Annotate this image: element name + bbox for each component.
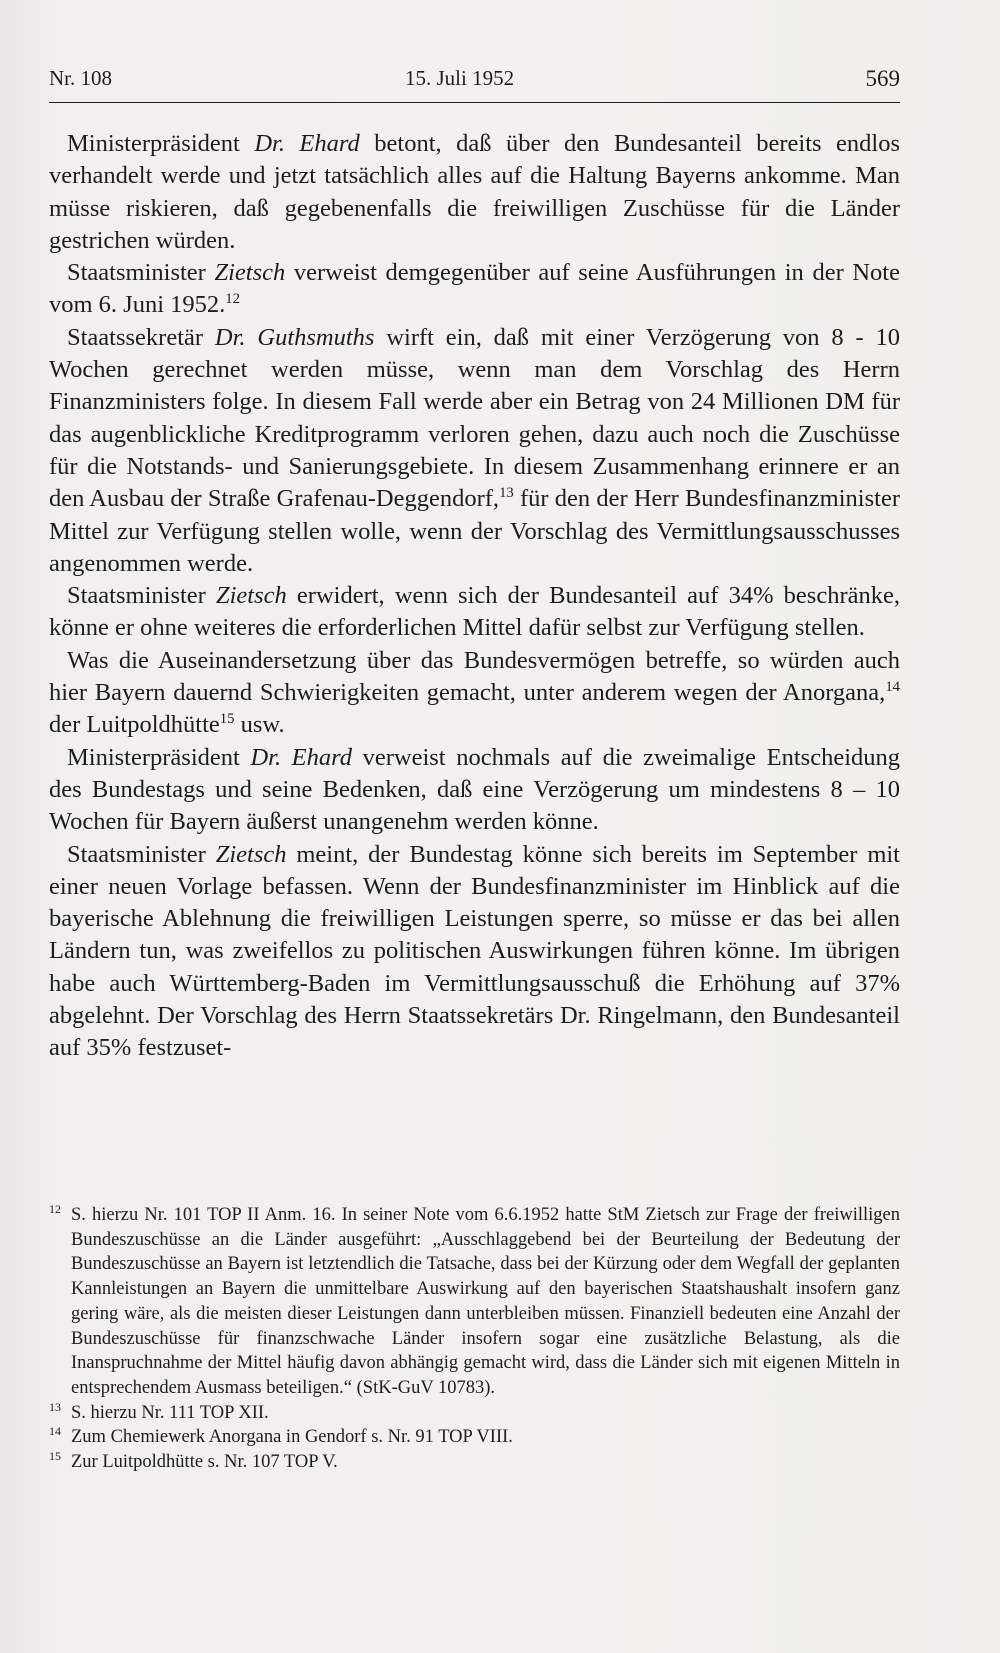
- footnote-text: Zum Chemiewerk Anorgana in Gendorf s. Nr. 91 TOP VIII.: [71, 1427, 513, 1448]
- speaker-name: Dr. Ehard: [254, 130, 360, 157]
- speaker-name: Zietsch: [215, 582, 287, 610]
- paragraph-text: Staatsminister: [67, 259, 215, 287]
- paragraph-text: der Luitpoldhütte: [49, 711, 220, 739]
- paragraph-text: meint, der Bundestag könne sich bereits im September mit einer neuen Vorlage befassen. Wenn der Bundesfinanzminister im Hinblick auf die bayerische Ablehnung die freiwilligen Leistungen sperre, so müsse er das bei allen Ländern tun, was zweifellos zu politischen Auswirkungen führen könne. Im übrigen habe auch Württemberg-Baden im Vermittlungsausschuß die Erhöhung auf 37% abgelehnt. Der Vorschlag des Herrn Staatssekretärs Dr. Ringelmann, den Bundesanteil auf 35% festzuset-: [49, 840, 900, 1062]
- footnotes: [49, 1203, 900, 1475]
- running-header: [49, 62, 900, 102]
- body-text: [49, 128, 900, 1065]
- paragraph-text: Ministerpräsident: [67, 743, 251, 771]
- document-number: Nr. 108: [49, 66, 112, 90]
- paragraph-text: erwidert, wenn sich der Bundesanteil auf 34% beschränke, könne er ohne weiteres die erforderlichen Mittel dafür selbst zur Verfügung stellen.: [49, 582, 900, 642]
- footnote: [49, 1401, 900, 1426]
- paragraph: [49, 839, 900, 1065]
- paragraph: [49, 580, 900, 645]
- footnote-number: 12: [49, 1202, 61, 1216]
- footnote: [49, 1450, 900, 1475]
- paragraph-text: Staatsminister: [67, 582, 216, 610]
- footnote-reference: 14: [885, 678, 900, 695]
- paragraph-text: für den der Herr Bundesfinanzminister Mittel zur Verfügung stellen wolle, wenn der Vorschlag des Vermittlungsausschusses angenommen werde.: [49, 485, 900, 577]
- paragraph: [49, 645, 900, 742]
- footnote: [49, 1203, 900, 1401]
- paragraph-text: verweist demgegenüber auf seine Ausführungen in der Note vom 6. Juni 1952.: [49, 259, 900, 319]
- header-date: 15. Juli 1952: [405, 66, 515, 90]
- footnote-reference: 13: [499, 485, 514, 502]
- footnote-text: Zur Luitpoldhütte s. Nr. 107 TOP V.: [71, 1452, 338, 1473]
- speaker-name: Zietsch: [214, 259, 286, 287]
- footnote-text: S. hierzu Nr. 101 TOP II Anm. 16. In seiner Note vom 6.6.1952 hatte StM Zietsch zur Frage der freiwilligen Bundeszuschüsse an die Länder ausgeführt: „Ausschlaggebend bei der Beurteilung der Bedeutung der Bundeszuschüsse an Bayern ist letztendlich die Tatsache, dass bei der Kürzung oder dem Wegfall der geplanten Kannleistungen an Bayern die unmittelbare Auswirkung auf den bayerischen Staatshaushalt insofern ganz gering wäre, als die meisten dieser Leistungen dann unterbleiben müssen. Finanziell bedeuten eine Anzahl der Bundeszuschüsse für finanzschwache Länder insofern sogar eine zusätzliche Belastung, als die Inanspruchnahme der Mittel häufig davon abhängig gemacht wird, dass die Länder sich mit eigenen Mitteln in entsprechendem Ausmass beteiligen.“ (StK-GuV 10783).: [71, 1205, 900, 1398]
- footnote: [49, 1425, 900, 1450]
- paragraph-text: usw.: [234, 711, 285, 739]
- paragraph-text: betont, daß über den Bundesanteil bereits endlos verhandelt werde und jetzt tatsächlich alles auf die Haltung Bayerns ankomme. Man müsse riskieren, daß gegebenenfalls die freiwilligen Zuschüsse für die Länder gestrichen würden.: [49, 130, 900, 254]
- paragraph: [49, 257, 900, 322]
- paragraph-text: Staatssekretär: [67, 323, 215, 351]
- paragraph-text: wirft ein, daß mit einer Verzögerung von 8 - 10 Wochen gerechnet werden müsse, wenn man dem Vorschlag des Herrn Finanzministers folge. In diesem Fall werde aber ein Betrag von 24 Millionen DM für das augenblickliche Kreditprogramm verloren gehen, dazu auch noch die Zuschüsse für die Notstands- und Sanierungsgebiete. In diesem Zusammenhang erinnere er an den Ausbau der Straße Grafenau-Deggendorf,: [49, 323, 900, 513]
- paragraph: [49, 322, 900, 580]
- paragraph: [49, 128, 900, 257]
- paragraph-text: Was die Auseinandersetzung über das Bundesvermögen betreffe, so würden auch hier Bayern dauernd Schwierigkeiten gemacht, unter anderem wegen der Anorgana,: [49, 646, 900, 707]
- footnote-reference: 15: [219, 711, 235, 728]
- speaker-name: Zietsch: [215, 840, 287, 868]
- footnote-reference: 12: [225, 291, 240, 308]
- paragraph-text: verweist nochmals auf die zweimalige Entscheidung des Bundestags und seine Bedenken, daß eine Verzögerung um mindestens 8 – 10 Wochen für Bayern äußerst unangenehm werden könne.: [49, 743, 901, 836]
- footnote-number: 14: [49, 1424, 61, 1439]
- header-rule: [49, 102, 900, 103]
- paragraph-text: Staatsminister: [67, 840, 216, 868]
- footnote-number: 13: [49, 1399, 61, 1414]
- speaker-name: Dr. Guthsmuths: [214, 323, 375, 351]
- speaker-name: Dr. Ehard: [250, 743, 353, 771]
- page-number: 569: [865, 66, 900, 91]
- paragraph: [49, 742, 900, 839]
- footnote-number: 15: [49, 1449, 61, 1464]
- footnote-text: S. hierzu Nr. 111 TOP XII.: [71, 1402, 269, 1423]
- paragraph-text: Ministerpräsident: [67, 130, 255, 157]
